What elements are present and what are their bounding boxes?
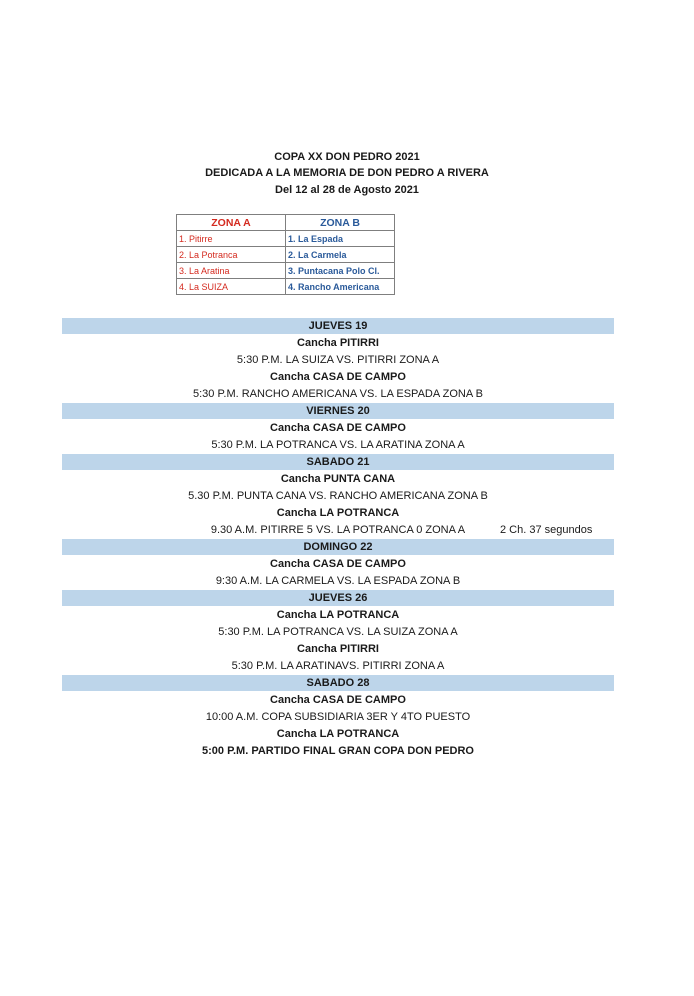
match-line: 5:30 P.M. LA SUIZA VS. PITIRRI ZONA A [236, 354, 440, 366]
zones-header-row [177, 215, 395, 231]
zona-a-team: 4. La SUIZA [177, 279, 286, 295]
match-line: 5:30 P.M. LA POTRANCA VS. LA ARATINA ZONA A [211, 439, 465, 451]
cancha-label: Cancha LA POTRANCA [276, 609, 400, 621]
document-title: COPA XX DON PEDRO 2021 [274, 151, 420, 163]
cancha-label: Cancha PUNTA CANA [280, 473, 396, 485]
zones-table [176, 214, 395, 295]
match-note: 2 Ch. 37 segundos [500, 524, 593, 536]
match-line: 10:00 A.M. COPA SUBSIDIARIA 3ER Y 4TO PUESTO [205, 711, 471, 723]
day-header-jueves-19: JUEVES 19 [62, 318, 614, 334]
match-line: 5:30 P.M. LA ARATINAVS. PITIRRI ZONA A [231, 660, 445, 672]
document-dedication: DEDICADA A LA MEMORIA DE DON PEDRO A RIVERA [205, 167, 489, 179]
zona-b-team: 2. La Carmela [286, 247, 395, 263]
zona-a-team: 2. La Potranca [177, 247, 286, 263]
match-line: 5:30 P.M. RANCHO AMERICANA VS. LA ESPADA ZONA B [193, 388, 483, 400]
zones-row [177, 279, 395, 295]
match-line: 5.30 P.M. PUNTA CANA VS. RANCHO AMERICANA ZONA B [188, 490, 488, 502]
zona-b-team: 3. Puntacana Polo Cl. [286, 263, 395, 279]
match-line: 5:30 P.M. LA POTRANCA VS. LA SUIZA ZONA A [218, 626, 458, 638]
zones-row [177, 263, 395, 279]
cancha-label: Cancha PITIRRI [297, 337, 379, 349]
document-dates: Del 12 al 28 de Agosto 2021 [275, 184, 419, 196]
match-line: 9:30 A.M. LA CARMELA VS. LA ESPADA ZONA B [215, 575, 461, 587]
match-line-final: 5:00 P.M. PARTIDO FINAL GRAN COPA DON PEDRO [202, 745, 474, 757]
zona-a-title: ZONA A [177, 215, 286, 231]
day-header-sabado-28: SABADO 28 [62, 675, 614, 691]
cancha-label: Cancha LA POTRANCA [276, 507, 400, 519]
zona-a-team: 3. La Aratina [177, 263, 286, 279]
day-header-jueves-26: JUEVES 26 [62, 590, 614, 606]
zona-b-team: 4. Rancho Americana [286, 279, 395, 295]
zones-row [177, 247, 395, 263]
cancha-label: Cancha CASA DE CAMPO [270, 694, 406, 706]
cancha-label: Cancha PITIRRI [297, 643, 379, 655]
zona-b-title: ZONA B [286, 215, 395, 231]
day-header-domingo-22: DOMINGO 22 [62, 539, 614, 555]
cancha-label: Cancha LA POTRANCA [276, 728, 400, 740]
day-header-sabado-21: SABADO 21 [62, 454, 614, 470]
zones-row [177, 231, 395, 247]
cancha-label: Cancha CASA DE CAMPO [270, 371, 406, 383]
cancha-label: Cancha CASA DE CAMPO [270, 422, 406, 434]
zona-a-team: 1. Pitirre [177, 231, 286, 247]
day-header-viernes-20: VIERNES 20 [62, 403, 614, 419]
zona-b-team: 1. La Espada [286, 231, 395, 247]
cancha-label: Cancha CASA DE CAMPO [270, 558, 406, 570]
match-line: 9.30 A.M. PITIRRE 5 VS. LA POTRANCA 0 ZONA A [210, 524, 466, 536]
